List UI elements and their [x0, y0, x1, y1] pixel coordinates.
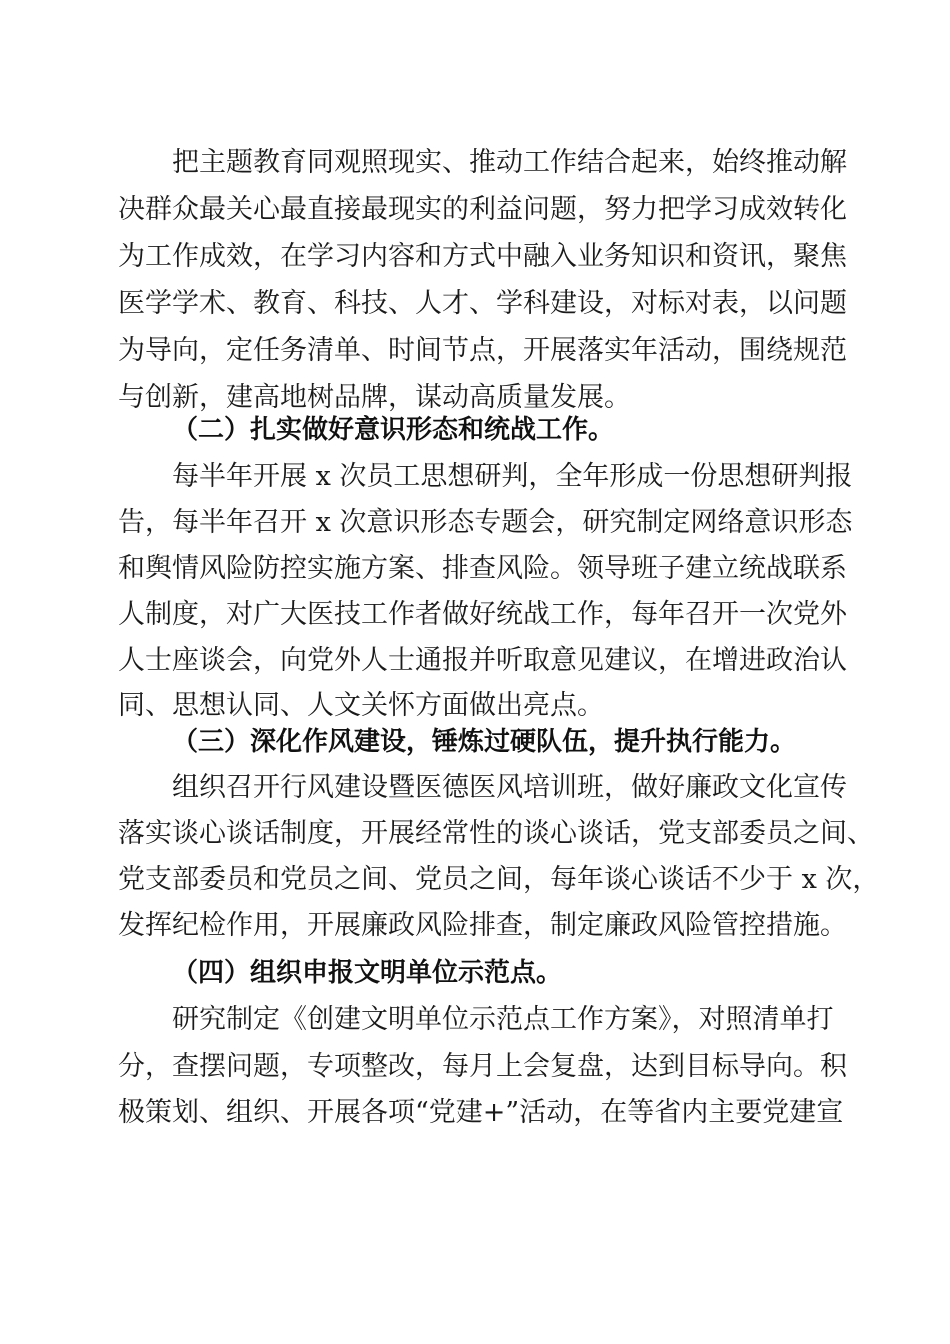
paragraph-line: 为导向，定任务清单、时间节点，开展落实年活动，围绕规范: [118, 335, 847, 366]
paragraph-line: 党支部委员和党员之间、党员之间，每年谈心谈话不少于 x 次，: [118, 864, 880, 895]
paragraph-line: 每半年开展 x 次员工思想研判，全年形成一份思想研判报: [172, 461, 853, 492]
paragraph-line: 为工作成效，在学习内容和方式中融入业务知识和资讯，聚焦: [118, 241, 847, 272]
section-heading-3: （三）深化作风建设，锤炼过硬队伍，提升执行能力。: [172, 727, 797, 757]
paragraph-line: 发挥纪检作用，开展廉政风险排查，制定廉政风险管控措施。: [118, 910, 847, 941]
paragraph-line: 医学学术、教育、科技、人才、学科建设，对标对表，以问题: [118, 288, 847, 319]
paragraph-line: 决群众最关心最直接最现实的利益问题，努力把学习成效转化: [118, 194, 847, 225]
section-heading-4: （四）组织申报文明单位示范点。: [172, 958, 563, 988]
paragraph-line: 落实谈心谈话制度，开展经常性的谈心谈话，党支部委员之间、: [118, 818, 874, 849]
paragraph-line: 人士座谈会，向党外人士通报并听取意见建议，在增进政治认: [118, 645, 847, 676]
paragraph-line: 极策划、组织、开展各项“党建+”活动，在等省内主要党建宣: [118, 1097, 844, 1128]
paragraph-line: 组织召开行风建设暨医德医风培训班，做好廉政文化宣传: [172, 772, 847, 803]
paragraph-line: 分，查摆问题，专项整改，每月上会复盘，达到目标导向。积: [118, 1051, 847, 1082]
paragraph-line: 告，每半年召开 x 次意识形态专题会，研究制定网络意识形态: [118, 507, 853, 538]
paragraph-line: 研究制定《创建文明单位示范点工作方案》，对照清单打: [172, 1004, 834, 1035]
paragraph-line: 与创新，建高地树品牌，谋动高质量发展。: [118, 382, 631, 413]
paragraph-line: 人制度，对广大医技工作者做好统战工作，每年召开一次党外: [118, 599, 847, 630]
paragraph-line: 和舆情风险防控实施方案、排查风险。领导班子建立统战联系: [118, 553, 847, 584]
paragraph-line: 同、思想认同、人文关怀方面做出亮点。: [118, 690, 604, 721]
section-heading-2: （二）扎实做好意识形态和统战工作。: [172, 415, 615, 445]
paragraph-line: 把主题教育同观照现实、推动工作结合起来，始终推动解: [172, 147, 847, 178]
